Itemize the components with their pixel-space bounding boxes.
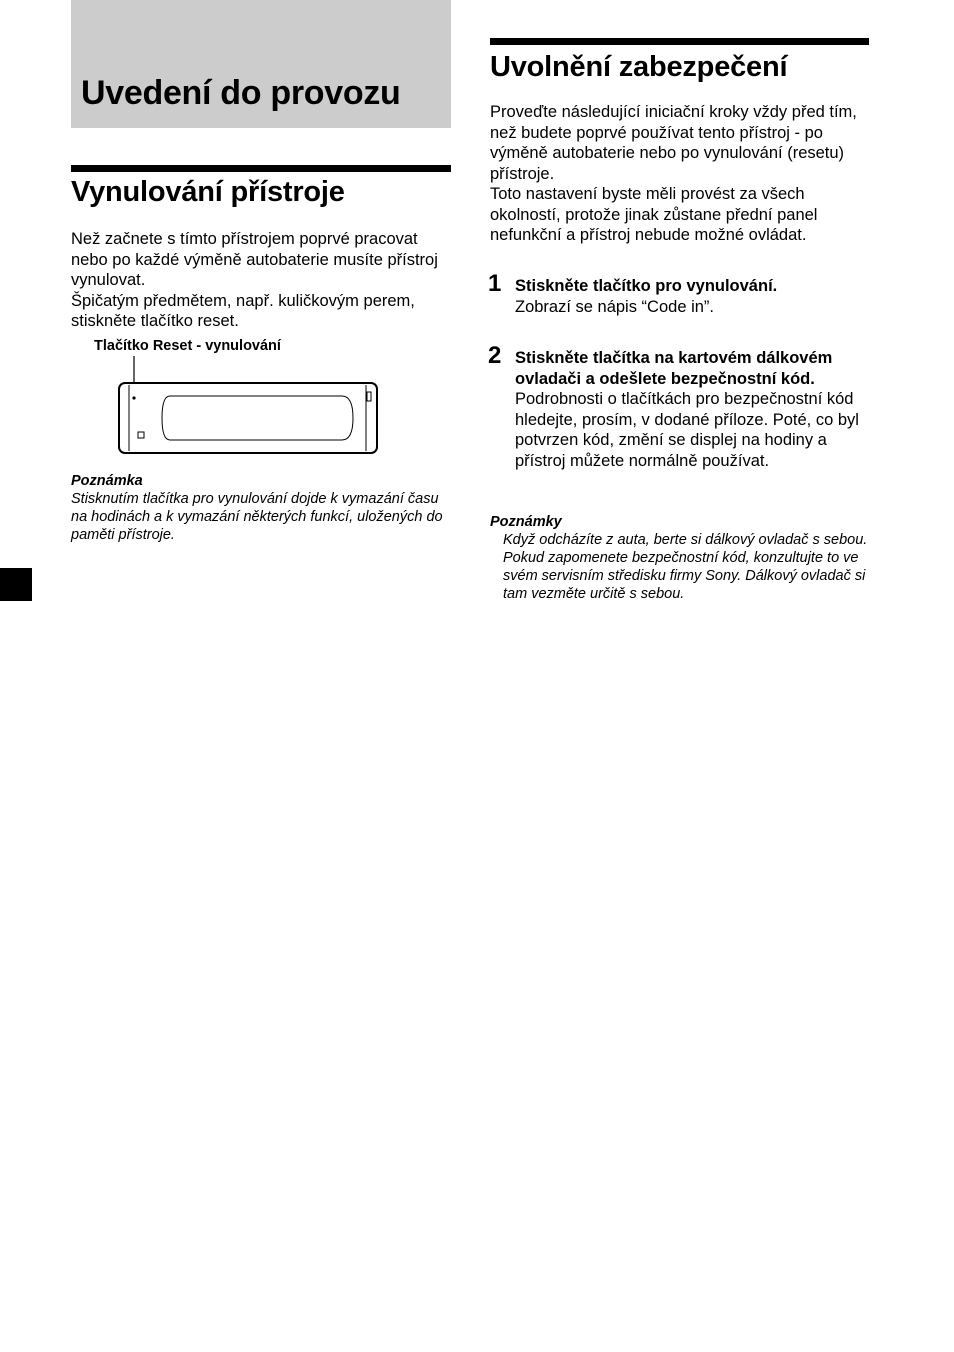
security-paragraph-1: Proveďte následující iniciační kroky vždy před tím, než budete poprvé používat tento přístroj - po výměně autobaterie nebo po vynulování (resetu) přístroje.	[490, 103, 857, 183]
step-2	[515, 348, 873, 471]
security-note-1: Když odcházíte z auta, berte si dálkový ovladač s sebou.	[503, 532, 868, 548]
step-1-body: Zobrazí se nápis “Code in”.	[515, 297, 715, 316]
front-panel-diagram	[110, 352, 385, 460]
reset-button-hole	[132, 396, 135, 399]
step-1-title: Stiskněte tlačítko pro vynulování.	[515, 277, 778, 295]
step-1	[515, 276, 873, 317]
reset-paragraph-1: Než začnete s tímto přístrojem poprvé pracovat nebo po každé výměně autobaterie musíte přístroj vynulovat.	[71, 230, 438, 289]
small-button	[138, 432, 144, 438]
reset-note-text: Stisknutím tlačítka pro vynulování dojde k vymazání času na hodinách a k vymazání některých funkcí, uložených do paměti přístroje.	[71, 491, 443, 543]
reset-note-heading: Poznámka	[71, 473, 143, 489]
reset-note	[71, 472, 451, 544]
security-notes-heading: Poznámky	[490, 514, 562, 530]
security-intro	[490, 102, 868, 246]
display-window	[162, 396, 353, 440]
reset-paragraph-2: Špičatým předmětem, např. kuličkovým perem, stiskněte tlačítko reset.	[71, 291, 415, 330]
chapter-title: Uvedení do provozu	[81, 74, 401, 112]
chapter-header	[71, 0, 451, 128]
security-paragraph-2: Toto nastavení byste měli provést za všech okolností, protože jinak zůstane přední panel nefunkční a přístroj nebude možné ovládat.	[490, 185, 818, 244]
security-notes	[503, 531, 871, 603]
section-rule-right	[490, 38, 869, 45]
release-button	[367, 392, 371, 401]
section-title-security: Uvolnění zabezpečení	[490, 51, 788, 83]
step-2-title: Stiskněte tlačítka na kartovém dálkovém ovladači a odešlete bezpečnostní kód.	[515, 349, 833, 388]
section-title-reset: Vynulování přístroje	[71, 176, 345, 208]
reset-intro	[71, 229, 451, 332]
step-1-number: 1	[488, 270, 502, 297]
section-rule-left	[71, 165, 451, 172]
step-2-number: 2	[488, 342, 502, 369]
step-2-body: Podrobnosti o tlačítkách pro bezpečnostní kód hledejte, prosím, v dodané příloze. Poté, co byl potvrzen kód, změní se displej na hodiny a přístroj můžete normálně používat.	[515, 390, 859, 470]
security-note-2: Pokud zapomenete bezpečnostní kód, konzultujte to ve svém servisním středisku firmy Sony. Dálkový ovladač si tam vezměte určitě s sebou.	[503, 550, 866, 602]
reset-button-label: Tlačítko Reset - vynulování	[94, 338, 281, 354]
side-tab-marker	[0, 568, 32, 601]
